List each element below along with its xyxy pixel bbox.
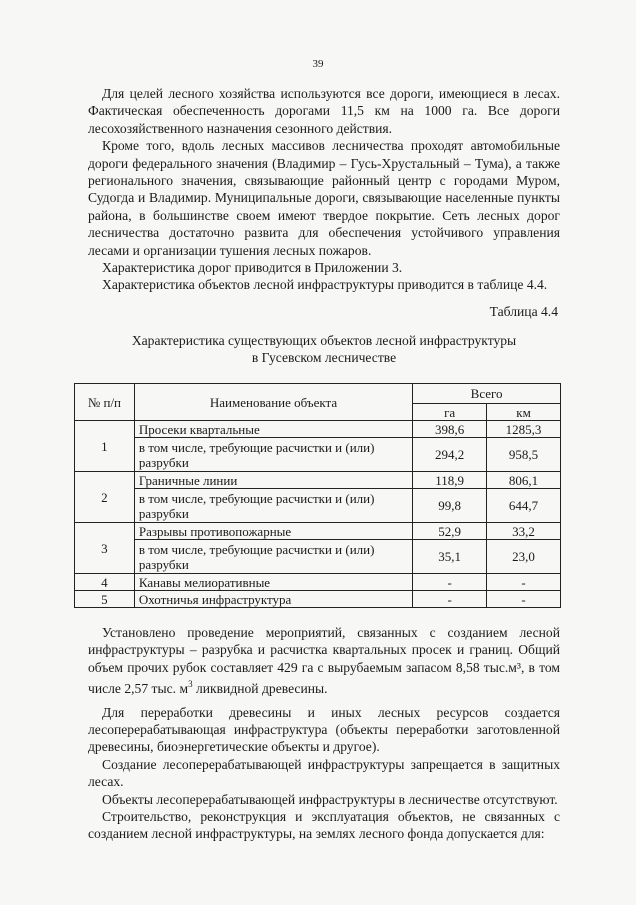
page-number: 39 bbox=[312, 58, 324, 70]
row-ha: 99,8 bbox=[413, 489, 487, 523]
row-num: 1 bbox=[75, 421, 135, 472]
row-km: - bbox=[487, 591, 561, 608]
table-row bbox=[75, 438, 561, 472]
row-name: Граничные линии bbox=[134, 472, 412, 489]
table-label: Таблица 4.4 bbox=[489, 304, 558, 319]
table-row bbox=[75, 421, 561, 438]
header-total: Всего bbox=[413, 384, 561, 404]
table-row bbox=[75, 591, 561, 608]
paragraph-table-ref: Характеристика объектов лесной инфраструктуры приводится в таблице 4.4. bbox=[102, 277, 548, 293]
row-ha: 35,1 bbox=[413, 540, 487, 574]
paragraph-roads-usage: Для целей лесного хозяйства используются все дороги, имеющиеся в лесах. Фактическая обеспеченность дорогами 11,5 км на 1000 га. Все дороги лесохозяйственного назначения сезонного действия. bbox=[88, 86, 560, 136]
row-name: в том числе, требующие расчистки и (или) разрубки bbox=[134, 489, 412, 523]
row-km: 23,0 bbox=[487, 540, 561, 574]
paragraph-roads-network: Кроме того, вдоль лесных массивов лесничества проходят автомобильные дороги федерального значения (Владимир – Гусь-Хрустальный – Тума), а также регионального значения, связывающие районный центр с городами Муром, Судогда и Владимир. Муниципальные дороги, связывающие населенные пункты района, в большинстве своем имеют твердое покрытие. Сеть лесных дорог лесничества достаточно развита для обеспечения устойчивого управления лесами и организации тушения лесных пожаров. bbox=[88, 138, 560, 258]
table-title bbox=[88, 332, 560, 366]
row-ha: - bbox=[413, 574, 487, 591]
row-ha: - bbox=[413, 591, 487, 608]
table-row bbox=[75, 472, 561, 489]
table-row bbox=[75, 489, 561, 523]
row-km: 1285,3 bbox=[487, 421, 561, 438]
paragraph-processing: Для переработки древесины и иных лесных ресурсов создается лесоперерабатывающая инфраструктура (объекты переработки заготовленной древесины, биоэнергетические объекты и другое). bbox=[88, 704, 560, 755]
row-name: в том числе, требующие расчистки и (или) разрубки bbox=[134, 540, 412, 574]
row-ha: 294,2 bbox=[413, 438, 487, 472]
row-ha: 118,9 bbox=[413, 472, 487, 489]
row-km: 958,5 bbox=[487, 438, 561, 472]
row-name: Просеки квартальные bbox=[134, 421, 412, 438]
paragraph-appendix-ref: Характеристика дорог приводится в Приложении 3. bbox=[102, 260, 403, 276]
row-km: - bbox=[487, 574, 561, 591]
row-km: 644,7 bbox=[487, 489, 561, 523]
row-name: Канавы мелиоративные bbox=[134, 574, 412, 591]
paragraph-protective-forests: Создание лесоперерабатывающей инфраструктуры запрещается в защитных лесах. bbox=[88, 756, 560, 790]
header-km: км bbox=[487, 404, 561, 421]
row-name: Разрывы противопожарные bbox=[134, 523, 412, 540]
header-name: Наименование объекта bbox=[134, 384, 412, 421]
header-num: № п/п bbox=[75, 384, 135, 421]
paragraph-processing-absent: Объекты лесоперерабатывающей инфраструктуры в лесничестве отсутствуют. bbox=[102, 791, 558, 807]
row-name: Охотничья инфраструктура bbox=[134, 591, 412, 608]
paragraph-cuttings-tail: ликвидной древесины. bbox=[192, 681, 328, 697]
row-num: 2 bbox=[75, 472, 135, 523]
row-ha: 52,9 bbox=[413, 523, 487, 540]
row-ha: 398,6 bbox=[413, 421, 487, 438]
superscript-3: 3 bbox=[188, 679, 193, 690]
table-row bbox=[75, 540, 561, 574]
row-num: 5 bbox=[75, 591, 135, 608]
text-block-bottom bbox=[88, 624, 560, 843]
infrastructure-table bbox=[74, 383, 561, 608]
row-km: 33,2 bbox=[487, 523, 561, 540]
paragraph-cuttings-text: Установлено проведение мероприятий, связанных с созданием лесной инфраструктуры – разрубка и расчистка квартальных просек и границ. Общий объем прочих рубок составляет 429 га с вырубаемым запасом 8,58 тыс.м³, в том числе 2,57 тыс. м bbox=[88, 625, 560, 697]
row-num: 3 bbox=[75, 523, 135, 574]
table-title-line-1: Характеристика существующих объектов лесной инфраструктуры bbox=[131, 333, 517, 348]
row-num: 4 bbox=[75, 574, 135, 591]
text-block-top bbox=[88, 85, 560, 294]
table-title-line-2: в Гусевском лесничестве bbox=[251, 350, 397, 365]
row-name: в том числе, требующие расчистки и (или) разрубки bbox=[134, 438, 412, 472]
paragraph-cuttings bbox=[88, 624, 560, 698]
table-row bbox=[75, 574, 561, 591]
row-km: 806,1 bbox=[487, 472, 561, 489]
paragraph-construction: Строительство, реконструкция и эксплуатация объектов, не связанных с созданием лесной инфраструктуры, на землях лесного фонда допускается для: bbox=[88, 809, 560, 842]
table-row bbox=[75, 523, 561, 540]
header-ha: га bbox=[413, 404, 487, 421]
